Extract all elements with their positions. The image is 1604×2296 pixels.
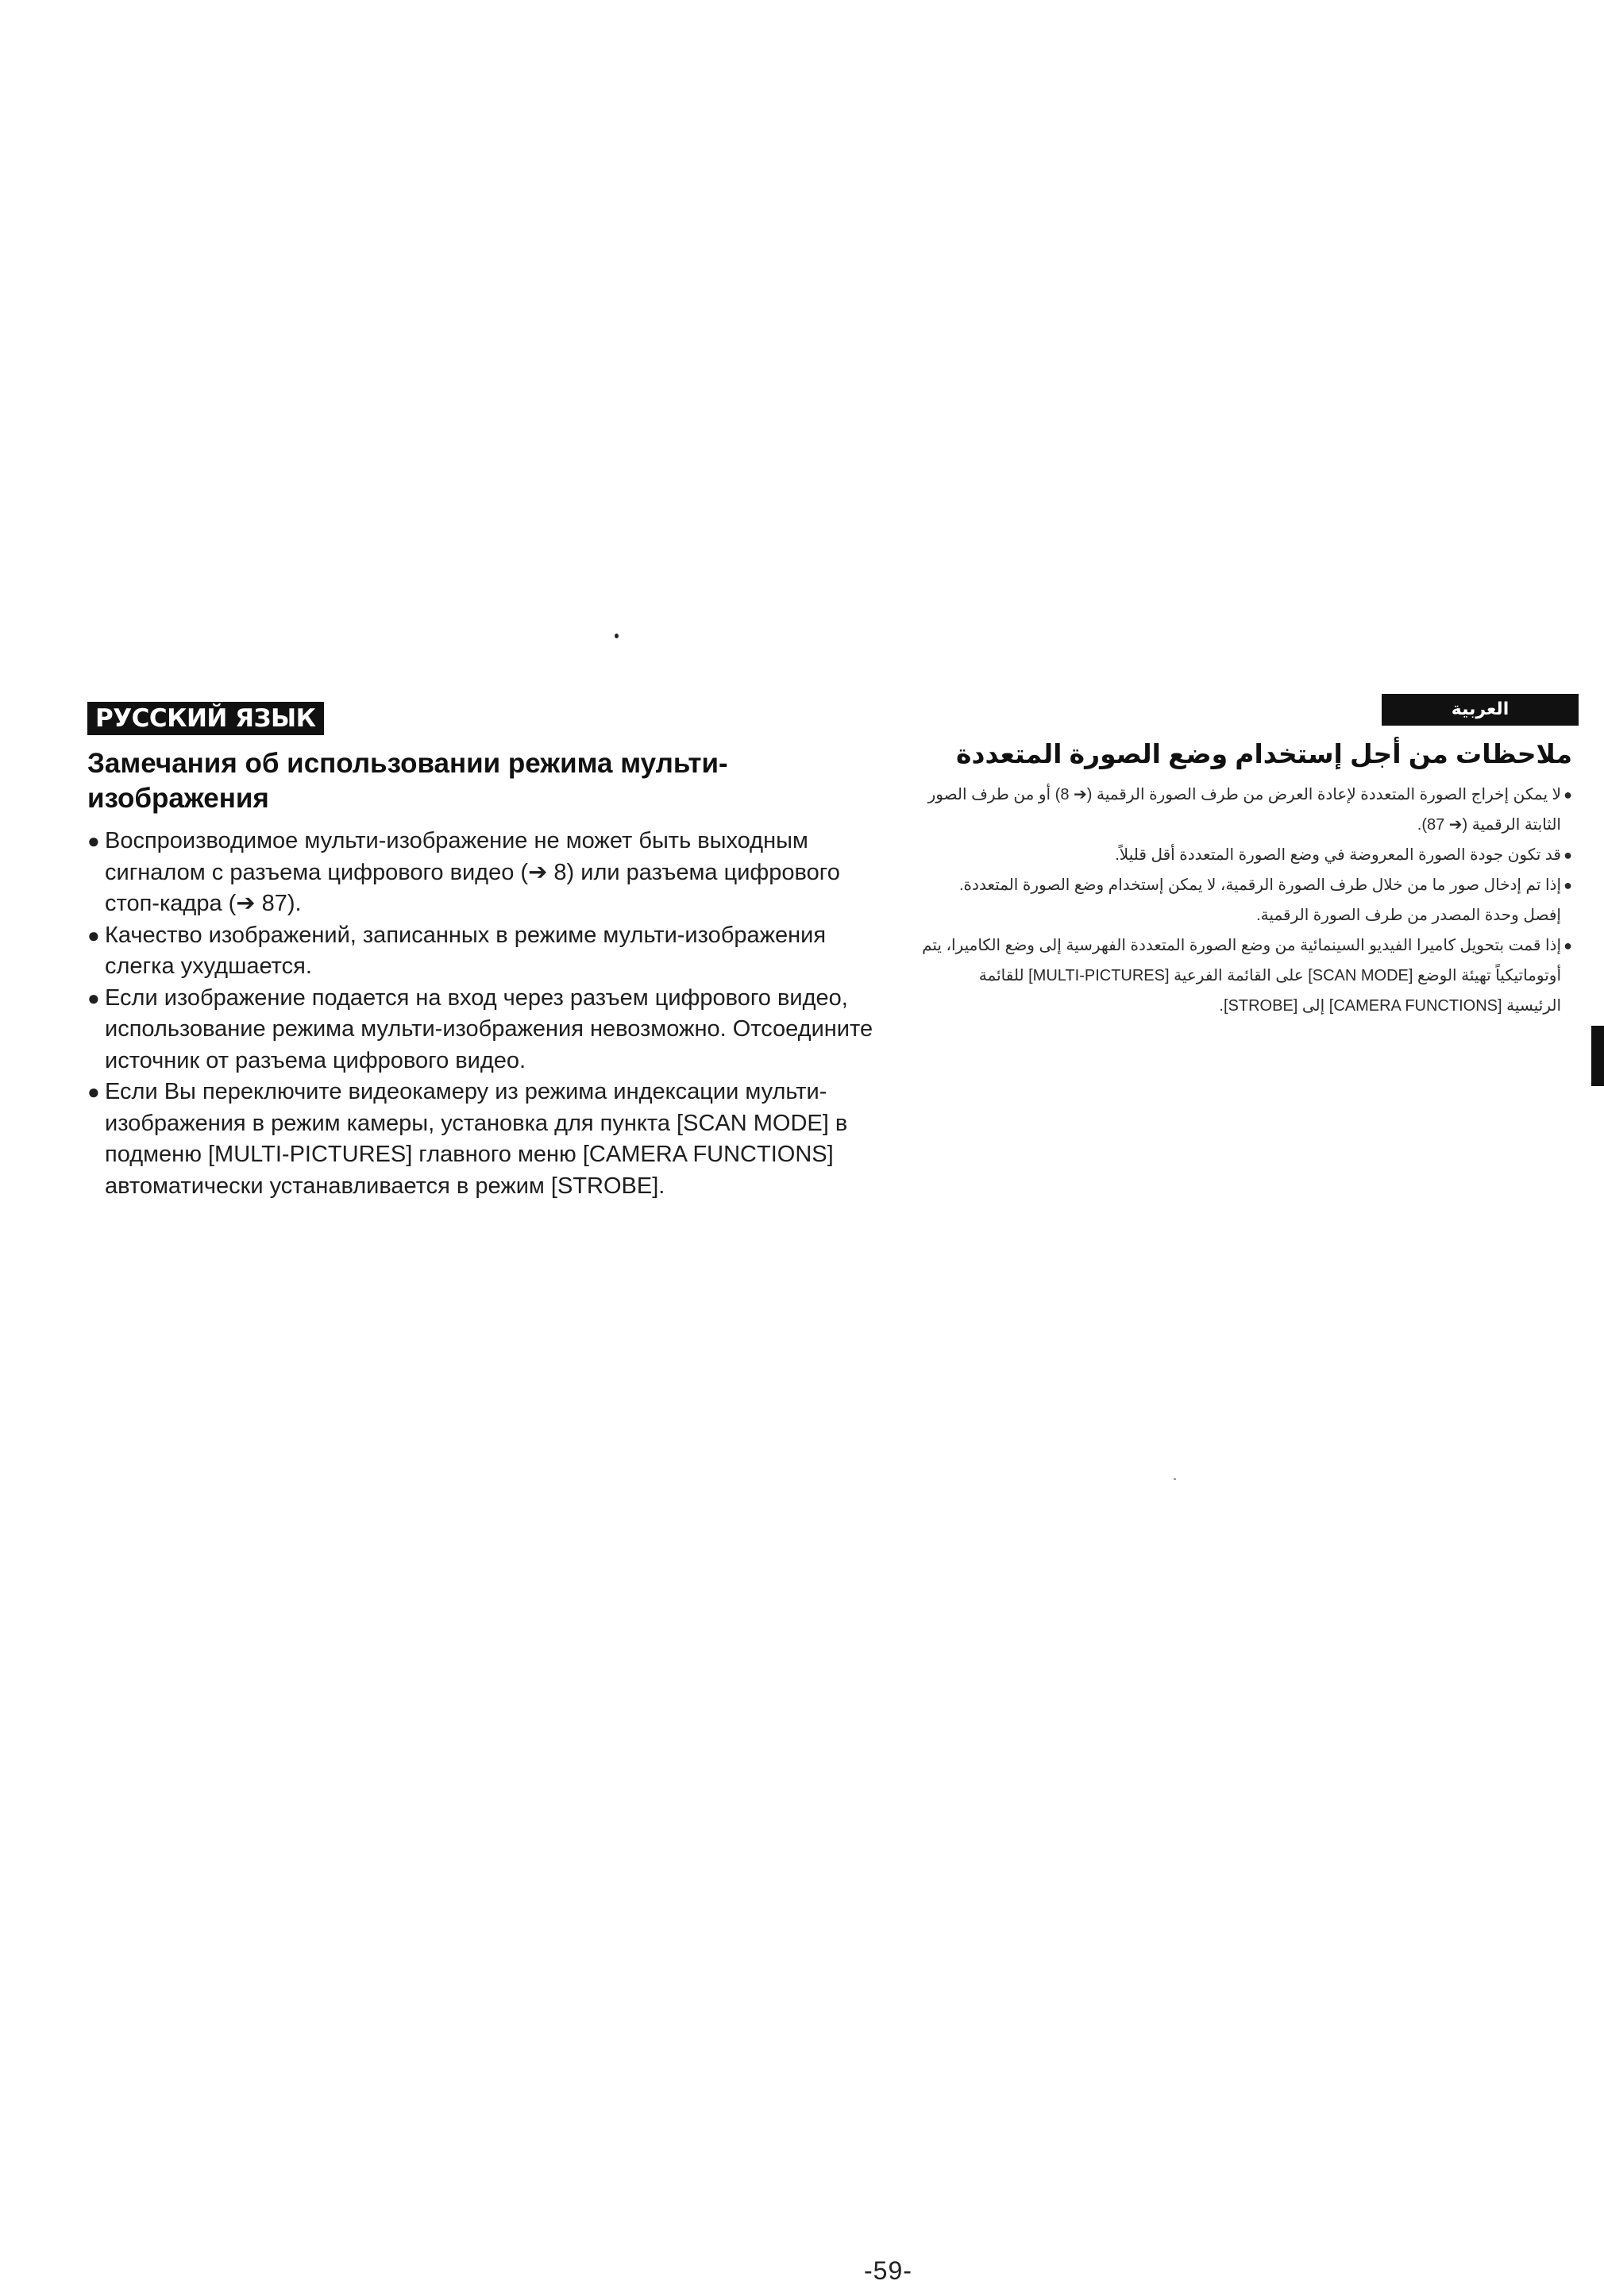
bullet-icon: ●: [87, 829, 100, 853]
note-text: قد تكون جودة الصورة المعروضة في وضع الصورة المتعددة أقل قليلاً.: [1115, 846, 1561, 864]
note-text: إذا قمت بتحويل كاميرا الفيديو السينمائية من وضع الصورة المتعددة الفهرسية إلى وضع الكاميرا، يتم أوتوماتيكياً تهيئة الوضع [SCAN MODE] على القائمة الفرعية [MULTI-PICTURES] للقائمة الرئيسية [CAMERA FUNCTIONS] إلى [STROBE].: [922, 937, 1561, 1015]
list-item: [87, 920, 881, 983]
note-text: Воспроизводимое мульти-изображение не может быть выходным сигналом с разъема цифрового видео (➔ 8) или разъема цифрового стоп-кадра (➔ 87).: [105, 828, 840, 916]
list-item: [87, 1077, 881, 1202]
note-text: Если Вы переключите видеокамеру из режима индексации мульти-изображения в режим камеры, установка для пункта [SCAN MODE] в подменю [MULTI-PICTURES] главного меню [CAMERA FUNCTIONS] автоматически устанавливается в режим [STROBE].: [105, 1079, 848, 1199]
bullet-icon: ●: [87, 985, 100, 1010]
note-text: لا يمكن إخراج الصورة المتعددة لإعادة العرض من طرف الصورة الرقمية (➔ 8) أو من طرف الصور الثابتة الرقمية (➔ 87).: [927, 786, 1561, 834]
page-edge-tab: [1591, 1026, 1604, 1086]
bullet-icon: ●: [1564, 847, 1572, 863]
bullet-icon: ●: [1564, 938, 1572, 953]
list-item: [921, 870, 1572, 930]
russian-section-title: Замечания об использовании режима мульти-изображения: [87, 748, 728, 814]
arabic-section: [921, 694, 1572, 1021]
page-number: -59-: [864, 2256, 912, 2285]
note-text: Если изображение подается на вход через разъем цифрового видео, использование режима мульти-изображения невозможно. Отсоедините источник от разъема цифрового видео.: [105, 984, 873, 1073]
bullet-icon: ●: [87, 923, 100, 947]
bullet-icon: ●: [1564, 787, 1572, 803]
bullet-icon: ●: [1564, 877, 1572, 893]
list-item: [87, 826, 881, 920]
note-text: إذا تم إدخال صور ما من خلال طرف الصورة الرقمية، لا يمكن إستخدام وضع الصورة المتعددة. إفصل وحدة المصدر من طرف الصورة الرقمية.: [959, 876, 1561, 924]
russian-language-label: РУССКИЙ ЯЗЫК: [87, 702, 324, 735]
russian-section: [87, 702, 881, 1202]
arabic-notes-list: [921, 780, 1572, 1021]
note-text: Качество изображений, записанных в режиме мульти-изображения слегка ухудшается.: [105, 922, 827, 979]
list-item: [921, 930, 1572, 1021]
print-speck: [615, 634, 619, 638]
list-item: [921, 780, 1572, 840]
list-item: [87, 983, 881, 1077]
bullet-icon: ●: [87, 1080, 100, 1104]
print-speck: [1174, 1478, 1176, 1480]
russian-notes-list: [87, 826, 881, 1202]
arabic-language-label: العربية: [1382, 694, 1579, 726]
list-item: [921, 840, 1572, 870]
arabic-section-title: ملاحظات من أجل إستخدام وضع الصورة المتعددة: [956, 739, 1572, 769]
